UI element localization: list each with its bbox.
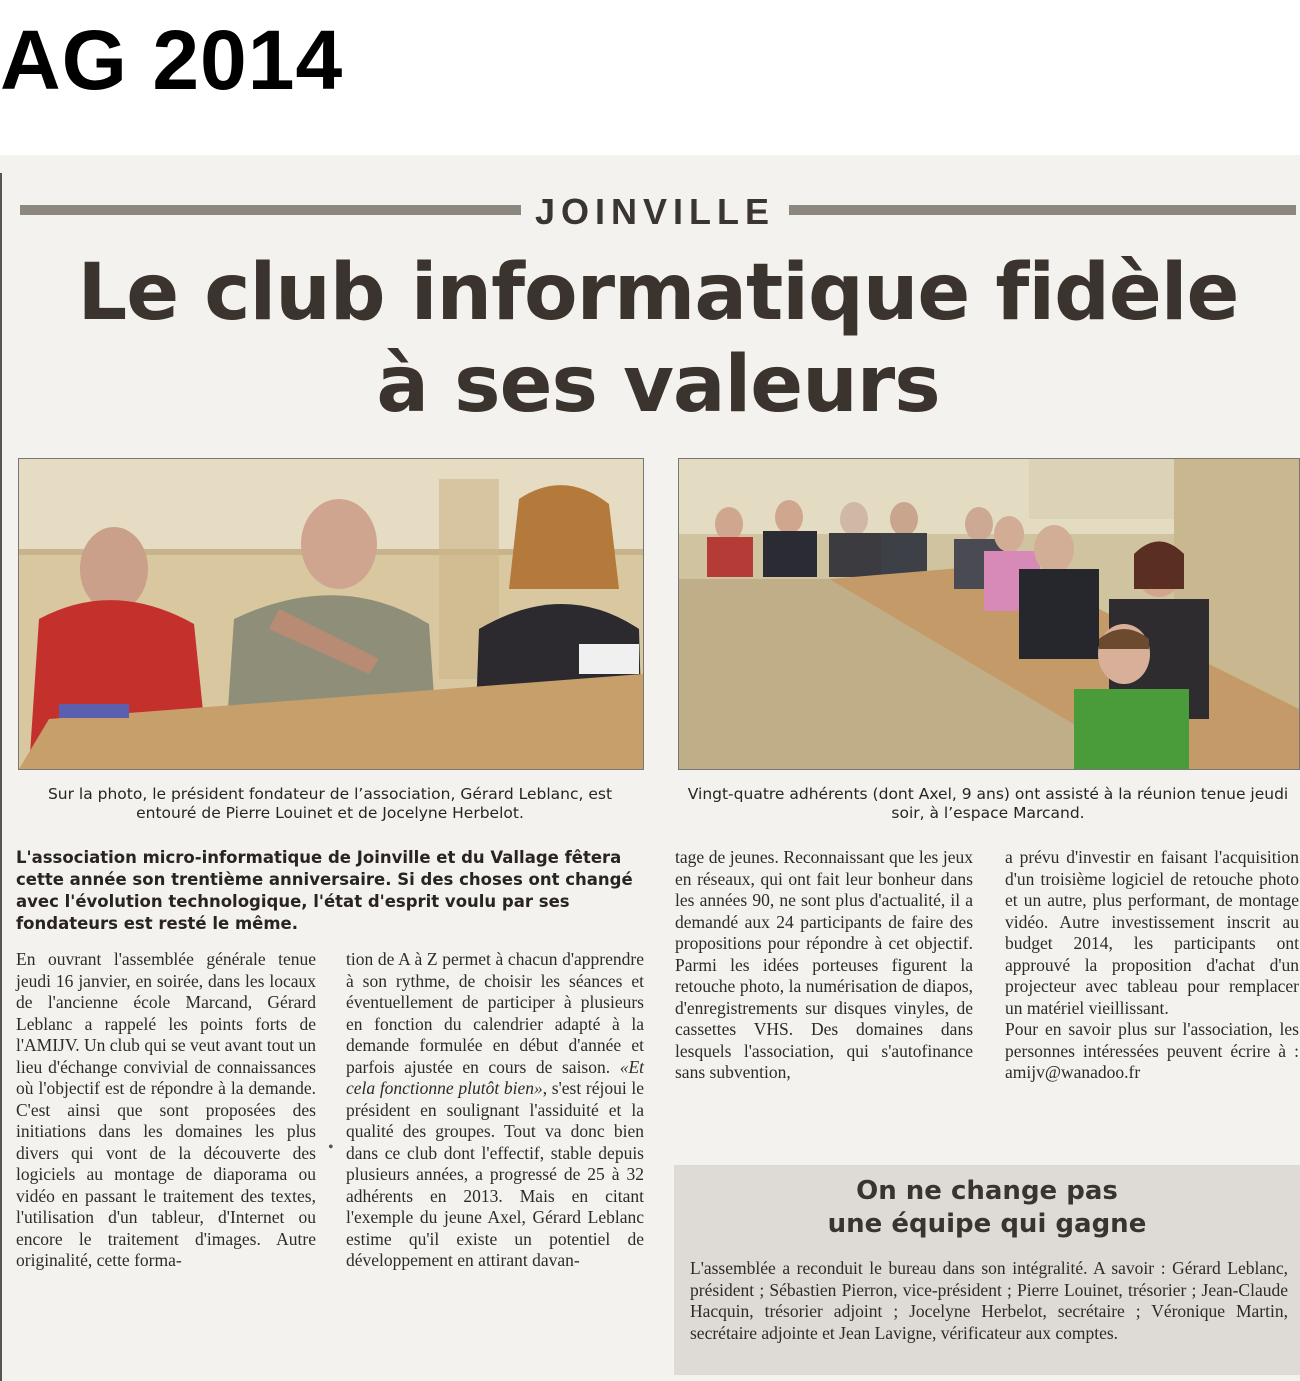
box-title-line-1: On ne change pas (856, 1176, 1118, 1206)
column-4-text-a: a prévu d'investir en faisant l'acquisition d'un troisième logiciel de retouche photo et un autre, plus performant, de montage vidéo. Autre investissement inscrit au budget 2014, les participants ont approuvé la proposition d'achat d'un projecteur avec tableau pour remplacer un matériel vieillissant. (1005, 847, 1299, 1018)
photo-meeting (678, 458, 1300, 770)
newspaper-clipping (0, 155, 1300, 1381)
article-column-1 (16, 949, 316, 1272)
article-column-4 (1005, 847, 1299, 1084)
article-column-3 (675, 847, 973, 1084)
column-2-text-a: tion de A à Z permet à chacun d'apprendre à son rythme, de choisir les séances et éventuellement de participer à plusieurs en fonction du calendrier adapté à la demande formulée en début d'année et parfois ajustée en cours de saison. (346, 949, 644, 1077)
sidebar-box (674, 1165, 1300, 1375)
article-column-2 (346, 949, 644, 1272)
board-members-text: L'assemblée a reconduit le bureau dans son intégralité. A savoir : Gérard Leblanc, président ; Sébastien Pierron, vice-président ; Pierre Louinet, trésorier ; Jean-Claude Hacquin, trésorier adjoint ; Jocelyne Herbelot, secrétaire ; Véronique Martin, secrétaire adjointe et Jean Lavigne, vérificateur aux comptes. (690, 1258, 1288, 1343)
column-1-text: En ouvrant l'assemblée générale tenue jeudi 16 janvier, en soirée, dans les locaux de l'ancienne école Marcand, Gérard Leblanc a rappelé les points forts de l'AMIJV. Un club qui se veut avant tout un lieu d'échange convivial de connaissances où l'objectif est de répondre à la demande. C'est ainsi que sont proposées des initiations dans les domaines les plus divers qui vont de la découverte des logiciels au montage de diaporama ou vidéo en passant le traitement des textes, l'utilisation d'un tableur, d'Internet ou encore le traitement d'images. Autre originalité, cette forma- (16, 949, 316, 1270)
photo-meeting-caption: Vingt-quatre adhérents (dont Axel, 9 ans) ont assisté à la réunion tenue jeudi soir, à l’espace Marcand. (687, 785, 1289, 822)
photo-founders-image (19, 459, 643, 769)
headline-line-1: Le club informatique fidèle (77, 248, 1239, 338)
column-4-text-b: Pour en savoir plus sur l'association, les personnes intéressées peuvent écrire à : amijv@wanadoo.fr (1005, 1019, 1299, 1082)
photo-founders (18, 458, 644, 770)
section-label-text: JOINVILLE (521, 191, 789, 232)
article-lead: L'association micro-informatique de Joinville et du Vallage fêtera cette année son trentième anniversaire. Si des choses ont changé avec l'évolution technologique, l'état d'esprit voulu par ses fondateurs est resté le même. (16, 848, 633, 933)
president-quote: «Et cela fonctionne plutôt bien» (346, 1056, 645, 1098)
section-label (0, 191, 1300, 233)
column-bullet-mark: • (328, 1139, 334, 1156)
page-heading: AG 2014 (0, 13, 344, 107)
clipping-edge (0, 173, 2, 1381)
column-2-text (346, 949, 644, 1272)
column-3-text: tage de jeunes. Reconnaissant que les jeux en réseaux, qui ont fait leur bonheur dans les années 90, ne sont plus d'actualité, il a demandé aux 24 participants de faire des propositions pour répondre à cet objectif. Parmi les idées porteuses figurent la retouche photo, la numérisation de diapos, d'enregistrements sur disques vinyles, de cassettes VHS. Des domaines dans lesquels l'association, qui s'autofinance sans subvention, (675, 847, 973, 1082)
headline-line-2: à ses valeurs (376, 340, 940, 430)
sidebar-box-title (674, 1175, 1300, 1241)
photo-meeting-image (679, 459, 1299, 769)
sidebar-box-text (690, 1258, 1288, 1344)
column-2-text-b: , s'est réjoui le président en soulignant l'assiduité et la qualité des groupes. Tout va donc bien dans ce club dont l'effectif, stable depuis plusieurs années, a progressé de 25 à 32 adhérents en 2013. Mais en citant l'exemple du jeune Axel, Gérard Leblanc estime qu'il existe un potentiel de développement en attirant davan- (346, 1078, 644, 1270)
box-title-line-2: une équipe qui gagne (827, 1209, 1147, 1239)
photo-founders-caption: Sur la photo, le président fondateur de l’association, Gérard Leblanc, est entouré de Pierre Louinet et de Jocelyne Herbelot. (47, 785, 613, 822)
article-headline (20, 247, 1296, 431)
